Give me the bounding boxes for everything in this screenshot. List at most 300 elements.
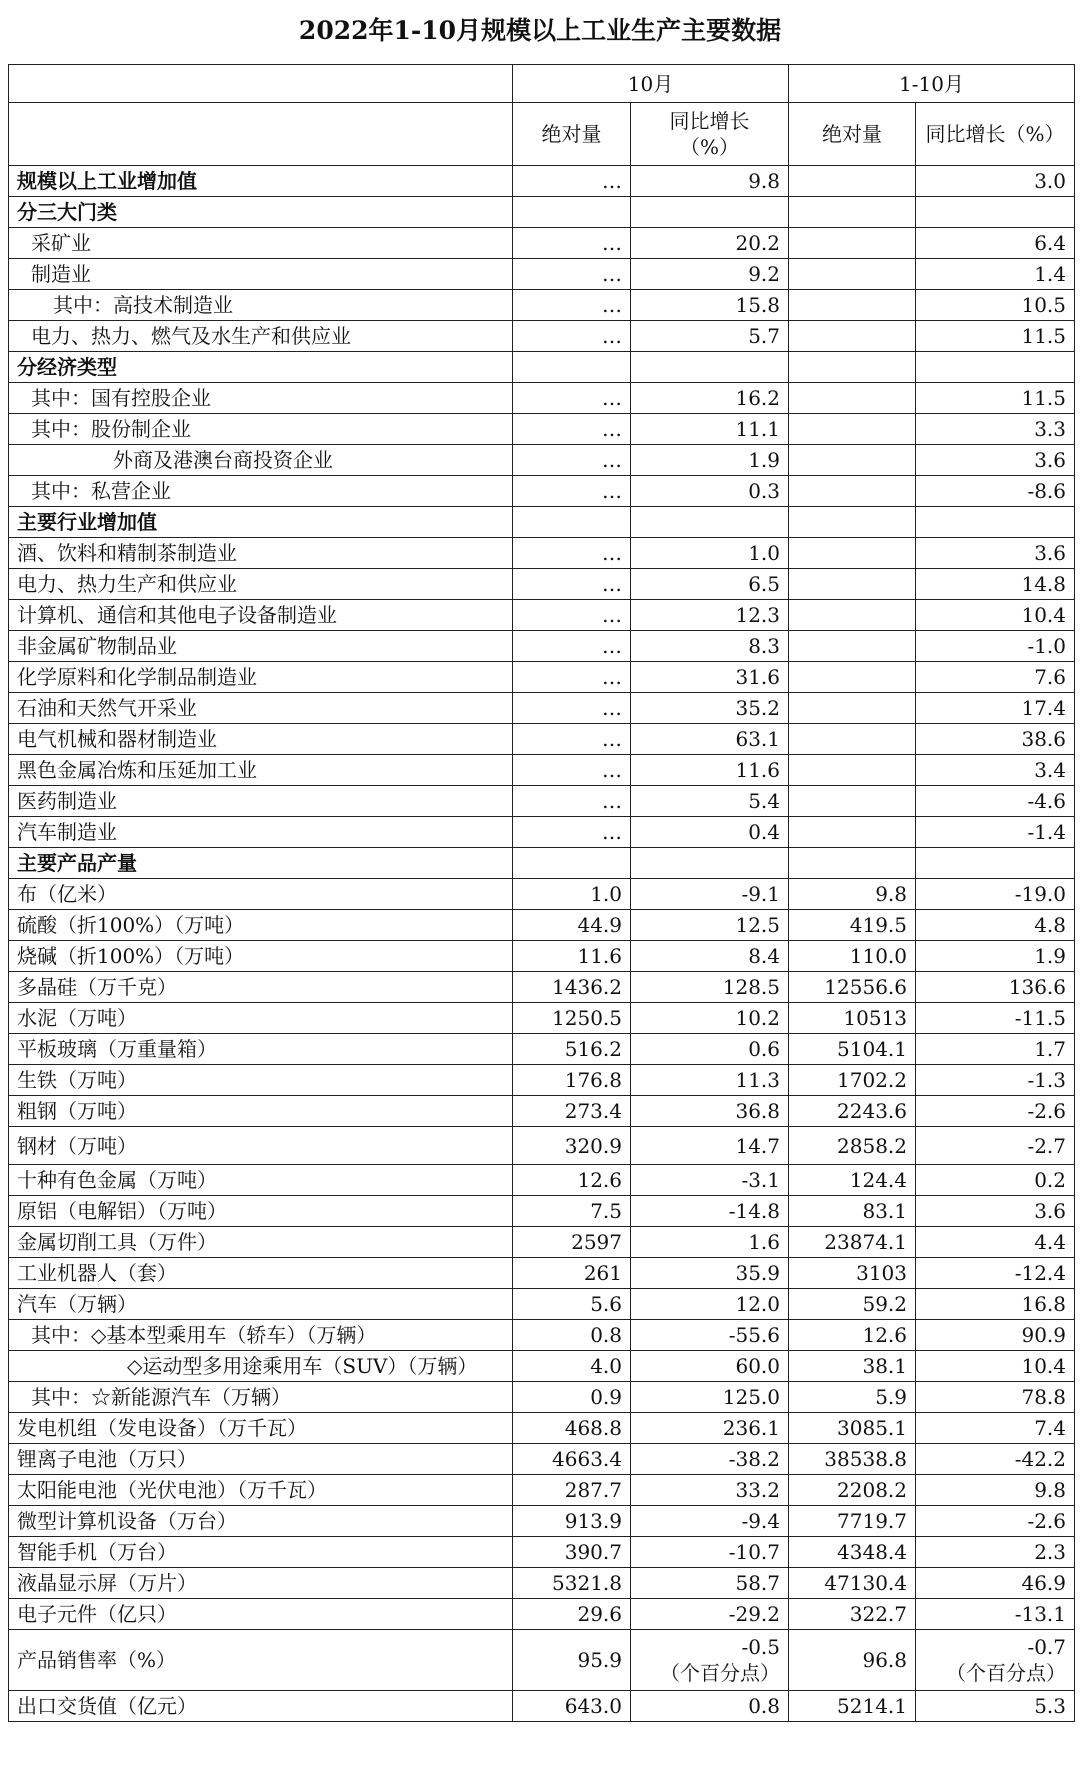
ytd-absolute-cell: 4348.4 — [789, 1537, 916, 1568]
row-label: 其中：国有控股企业 — [9, 383, 513, 414]
table-row — [9, 1258, 1075, 1289]
month-absolute-cell: … — [513, 724, 631, 755]
ytd-absolute-cell — [789, 538, 916, 569]
month-growth-cell: 1.9 — [631, 445, 789, 476]
month-growth-cell — [631, 848, 789, 879]
month-growth-cell: 10.2 — [631, 1003, 789, 1034]
month-growth-cell: 8.3 — [631, 631, 789, 662]
table-row — [9, 1537, 1075, 1568]
ytd-growth-cell — [916, 848, 1075, 879]
ytd-absolute-cell: 322.7 — [789, 1599, 916, 1630]
ytd-absolute-cell: 124.4 — [789, 1165, 916, 1196]
table-row — [9, 166, 1075, 197]
table-row — [9, 631, 1075, 662]
month-growth-cell: 236.1 — [631, 1413, 789, 1444]
month-growth-cell: 6.5 — [631, 569, 789, 600]
month-absolute-cell — [513, 848, 631, 879]
row-label: 粗钢（万吨） — [9, 1096, 513, 1127]
ytd-growth-cell: 1.4 — [916, 259, 1075, 290]
table-row — [9, 1165, 1075, 1196]
table-row — [9, 290, 1075, 321]
table-row — [9, 321, 1075, 352]
month-growth-cell: 0.4 — [631, 817, 789, 848]
row-label: 外商及港澳台商投资企业 — [9, 445, 513, 476]
ytd-growth-cell: 4.8 — [916, 910, 1075, 941]
table-row — [9, 693, 1075, 724]
header-growth-month — [631, 103, 789, 166]
month-absolute-cell: … — [513, 383, 631, 414]
month-growth-cell: -10.7 — [631, 1537, 789, 1568]
month-growth-cell: -9.1 — [631, 879, 789, 910]
ytd-absolute-cell — [789, 724, 916, 755]
header-growth-month-line1: 同比增长 — [669, 109, 750, 133]
row-label: 生铁（万吨） — [9, 1065, 513, 1096]
month-absolute-cell: … — [513, 569, 631, 600]
table-row — [9, 972, 1075, 1003]
row-label: 其中：高技术制造业 — [9, 290, 513, 321]
table-row — [9, 724, 1075, 755]
ytd-growth-cell: 1.9 — [916, 941, 1075, 972]
ytd-absolute-cell — [789, 569, 916, 600]
month-growth-cell: 14.7 — [631, 1127, 789, 1165]
ytd-growth-cell: -2.6 — [916, 1506, 1075, 1537]
month-growth-cell: 35.2 — [631, 693, 789, 724]
row-label: 电气机械和器材制造业 — [9, 724, 513, 755]
row-label: 其中：☆新能源汽车（万辆） — [9, 1382, 513, 1413]
month-absolute-cell: 273.4 — [513, 1096, 631, 1127]
table-body — [9, 166, 1075, 1722]
header-abs-ytd: 绝对量 — [789, 103, 916, 166]
ytd-absolute-cell — [789, 197, 916, 228]
month-absolute-cell: … — [513, 476, 631, 507]
row-label: 其中：私营企业 — [9, 476, 513, 507]
ytd-absolute-cell — [789, 786, 916, 817]
month-growth-cell: 11.1 — [631, 414, 789, 445]
table-row — [9, 817, 1075, 848]
ytd-absolute-cell — [789, 662, 916, 693]
table-row — [9, 259, 1075, 290]
ytd-growth-cell: 9.8 — [916, 1475, 1075, 1506]
month-absolute-cell: 4663.4 — [513, 1444, 631, 1475]
ytd-growth-cell: 6.4 — [916, 228, 1075, 259]
table-row — [9, 1289, 1075, 1320]
row-label: 主要产品产量 — [9, 848, 513, 879]
ytd-growth-cell — [916, 1630, 1075, 1691]
month-growth-cell: 33.2 — [631, 1475, 789, 1506]
header-group-month: 10月 — [513, 65, 789, 103]
month-absolute-cell: 44.9 — [513, 910, 631, 941]
table-row — [9, 507, 1075, 538]
ytd-growth-cell-note: （个百分点） — [946, 1661, 1067, 1685]
header-blank — [9, 103, 513, 166]
ytd-absolute-cell: 96.8 — [789, 1630, 916, 1691]
table-row — [9, 383, 1075, 414]
month-absolute-cell: … — [513, 538, 631, 569]
header-row-columns — [9, 103, 1075, 166]
ytd-growth-cell: -2.6 — [916, 1096, 1075, 1127]
ytd-absolute-cell — [789, 228, 916, 259]
ytd-growth-cell: 7.4 — [916, 1413, 1075, 1444]
ytd-growth-cell: 78.8 — [916, 1382, 1075, 1413]
month-growth-cell: -29.2 — [631, 1599, 789, 1630]
ytd-absolute-cell — [789, 259, 916, 290]
header-row-groups — [9, 65, 1075, 103]
ytd-absolute-cell — [789, 631, 916, 662]
row-label: 计算机、通信和其他电子设备制造业 — [9, 600, 513, 631]
row-label: 电子元件（亿只） — [9, 1599, 513, 1630]
ytd-growth-cell: -1.4 — [916, 817, 1075, 848]
month-growth-cell: 8.4 — [631, 941, 789, 972]
month-absolute-cell: 5.6 — [513, 1289, 631, 1320]
ytd-absolute-cell: 59.2 — [789, 1289, 916, 1320]
table-row — [9, 1351, 1075, 1382]
month-absolute-cell: … — [513, 445, 631, 476]
month-absolute-cell: … — [513, 693, 631, 724]
ytd-growth-cell: 14.8 — [916, 569, 1075, 600]
month-growth-cell: -14.8 — [631, 1196, 789, 1227]
row-label: 布（亿米） — [9, 879, 513, 910]
ytd-growth-cell — [916, 352, 1075, 383]
ytd-absolute-cell: 3085.1 — [789, 1413, 916, 1444]
ytd-growth-cell: 10.4 — [916, 600, 1075, 631]
month-absolute-cell: 12.6 — [513, 1165, 631, 1196]
ytd-absolute-cell: 5.9 — [789, 1382, 916, 1413]
month-absolute-cell — [513, 507, 631, 538]
row-label: 黑色金属冶炼和压延加工业 — [9, 755, 513, 786]
table-row — [9, 445, 1075, 476]
ytd-absolute-cell — [789, 166, 916, 197]
ytd-absolute-cell: 2243.6 — [789, 1096, 916, 1127]
row-label: 太阳能电池（光伏电池）（万千瓦） — [9, 1475, 513, 1506]
month-absolute-cell: … — [513, 166, 631, 197]
ytd-growth-cell: 3.6 — [916, 1196, 1075, 1227]
table-row — [9, 848, 1075, 879]
month-growth-cell: 35.9 — [631, 1258, 789, 1289]
ytd-growth-cell: 90.9 — [916, 1320, 1075, 1351]
table-row — [9, 1003, 1075, 1034]
row-label: 锂离子电池（万只） — [9, 1444, 513, 1475]
ytd-growth-cell: 3.6 — [916, 445, 1075, 476]
ytd-growth-cell: 1.7 — [916, 1034, 1075, 1065]
month-absolute-cell: 0.9 — [513, 1382, 631, 1413]
ytd-absolute-cell — [789, 445, 916, 476]
row-label: 制造业 — [9, 259, 513, 290]
header-abs-month: 绝对量 — [513, 103, 631, 166]
month-absolute-cell: 5321.8 — [513, 1568, 631, 1599]
row-label: 酒、饮料和精制茶制造业 — [9, 538, 513, 569]
month-absolute-cell: … — [513, 600, 631, 631]
month-absolute-cell: 261 — [513, 1258, 631, 1289]
month-growth-cell: 60.0 — [631, 1351, 789, 1382]
row-label: 分三大门类 — [9, 197, 513, 228]
row-label: 其中：◇基本型乘用车（轿车）（万辆） — [9, 1320, 513, 1351]
month-growth-cell: 63.1 — [631, 724, 789, 755]
table-row — [9, 1599, 1075, 1630]
ytd-growth-cell: 11.5 — [916, 321, 1075, 352]
month-growth-cell: 12.3 — [631, 600, 789, 631]
month-absolute-cell: … — [513, 631, 631, 662]
table-row — [9, 1382, 1075, 1413]
ytd-absolute-cell: 3103 — [789, 1258, 916, 1289]
ytd-growth-cell: -19.0 — [916, 879, 1075, 910]
row-label: 非金属矿物制品业 — [9, 631, 513, 662]
row-label: 分经济类型 — [9, 352, 513, 383]
month-absolute-cell: 468.8 — [513, 1413, 631, 1444]
table-row — [9, 1196, 1075, 1227]
ytd-growth-cell: 0.2 — [916, 1165, 1075, 1196]
table-row — [9, 910, 1075, 941]
ytd-absolute-cell — [789, 290, 916, 321]
table-row — [9, 662, 1075, 693]
row-label: 智能手机（万台） — [9, 1537, 513, 1568]
row-label: 规模以上工业增加值 — [9, 166, 513, 197]
month-growth-cell-value: -0.5 — [741, 1635, 781, 1659]
month-growth-cell: 15.8 — [631, 290, 789, 321]
header-growth-month-line2: （%） — [680, 135, 740, 159]
header-group-ytd: 1-10月 — [789, 65, 1075, 103]
ytd-absolute-cell — [789, 414, 916, 445]
month-absolute-cell: 1250.5 — [513, 1003, 631, 1034]
table-row — [9, 1630, 1075, 1691]
month-growth-cell: 0.8 — [631, 1691, 789, 1722]
month-growth-cell — [631, 352, 789, 383]
table-row — [9, 352, 1075, 383]
ytd-growth-cell: 11.5 — [916, 383, 1075, 414]
table-row — [9, 538, 1075, 569]
ytd-absolute-cell — [789, 600, 916, 631]
month-absolute-cell: 0.8 — [513, 1320, 631, 1351]
table-row — [9, 786, 1075, 817]
month-absolute-cell: … — [513, 817, 631, 848]
ytd-growth-cell-value: -0.7 — [1027, 1635, 1067, 1659]
ytd-absolute-cell: 2208.2 — [789, 1475, 916, 1506]
month-growth-cell — [631, 507, 789, 538]
ytd-absolute-cell: 5104.1 — [789, 1034, 916, 1065]
row-label: 硫酸（折100%）（万吨） — [9, 910, 513, 941]
data-table — [8, 64, 1075, 1722]
ytd-growth-cell — [916, 197, 1075, 228]
ytd-absolute-cell: 12.6 — [789, 1320, 916, 1351]
ytd-absolute-cell — [789, 321, 916, 352]
month-absolute-cell — [513, 197, 631, 228]
row-label: 原铝（电解铝）（万吨） — [9, 1196, 513, 1227]
row-label: 平板玻璃（万重量箱） — [9, 1034, 513, 1065]
ytd-growth-cell: -11.5 — [916, 1003, 1075, 1034]
ytd-growth-cell: -4.6 — [916, 786, 1075, 817]
table-row — [9, 1096, 1075, 1127]
row-label: 化学原料和化学制品制造业 — [9, 662, 513, 693]
month-absolute-cell: … — [513, 259, 631, 290]
month-absolute-cell: 4.0 — [513, 1351, 631, 1382]
ytd-growth-cell: 3.4 — [916, 755, 1075, 786]
table-row — [9, 1691, 1075, 1722]
row-label: ◇运动型多用途乘用车（SUV）（万辆） — [9, 1351, 513, 1382]
ytd-growth-cell: -2.7 — [916, 1127, 1075, 1165]
ytd-growth-cell: 17.4 — [916, 693, 1075, 724]
ytd-growth-cell: 2.3 — [916, 1537, 1075, 1568]
header-growth-ytd: 同比增长（%） — [916, 103, 1075, 166]
ytd-growth-cell: 46.9 — [916, 1568, 1075, 1599]
row-label: 微型计算机设备（万台） — [9, 1506, 513, 1537]
ytd-absolute-cell: 5214.1 — [789, 1691, 916, 1722]
ytd-absolute-cell: 7719.7 — [789, 1506, 916, 1537]
row-label: 多晶硅（万千克） — [9, 972, 513, 1003]
ytd-growth-cell: -8.6 — [916, 476, 1075, 507]
ytd-absolute-cell: 9.8 — [789, 879, 916, 910]
table-row — [9, 1065, 1075, 1096]
row-label: 石油和天然气开采业 — [9, 693, 513, 724]
ytd-absolute-cell: 110.0 — [789, 941, 916, 972]
ytd-growth-cell: -13.1 — [916, 1599, 1075, 1630]
month-growth-cell — [631, 197, 789, 228]
table-row — [9, 1475, 1075, 1506]
month-absolute-cell: … — [513, 662, 631, 693]
table-row — [9, 1413, 1075, 1444]
ytd-absolute-cell: 2858.2 — [789, 1127, 916, 1165]
row-label: 汽车制造业 — [9, 817, 513, 848]
ytd-absolute-cell — [789, 507, 916, 538]
ytd-absolute-cell — [789, 476, 916, 507]
ytd-absolute-cell: 12556.6 — [789, 972, 916, 1003]
month-growth-cell: -55.6 — [631, 1320, 789, 1351]
table-row — [9, 600, 1075, 631]
page-title: 2022年1-10月规模以上工业生产主要数据 — [298, 16, 782, 45]
table-row — [9, 414, 1075, 445]
month-growth-cell: 16.2 — [631, 383, 789, 414]
month-growth-cell: 58.7 — [631, 1568, 789, 1599]
table-row — [9, 197, 1075, 228]
table-row — [9, 941, 1075, 972]
month-growth-cell: 11.6 — [631, 755, 789, 786]
month-growth-cell: 31.6 — [631, 662, 789, 693]
month-growth-cell: 9.8 — [631, 166, 789, 197]
month-absolute-cell: … — [513, 786, 631, 817]
month-growth-cell: 128.5 — [631, 972, 789, 1003]
month-growth-cell: 11.3 — [631, 1065, 789, 1096]
row-label: 电力、热力、燃气及水生产和供应业 — [9, 321, 513, 352]
row-label: 工业机器人（套） — [9, 1258, 513, 1289]
row-label: 其中：股份制企业 — [9, 414, 513, 445]
month-absolute-cell: 643.0 — [513, 1691, 631, 1722]
ytd-absolute-cell: 47130.4 — [789, 1568, 916, 1599]
row-label: 钢材（万吨） — [9, 1127, 513, 1165]
month-absolute-cell — [513, 352, 631, 383]
month-absolute-cell: 11.6 — [513, 941, 631, 972]
row-label: 产品销售率（%） — [9, 1630, 513, 1691]
month-absolute-cell: … — [513, 228, 631, 259]
row-label: 电力、热力生产和供应业 — [9, 569, 513, 600]
ytd-growth-cell: 10.5 — [916, 290, 1075, 321]
header-blank — [9, 65, 513, 103]
table-row — [9, 1320, 1075, 1351]
row-label: 医药制造业 — [9, 786, 513, 817]
ytd-growth-cell: 10.4 — [916, 1351, 1075, 1382]
month-absolute-cell: 2597 — [513, 1227, 631, 1258]
row-label: 采矿业 — [9, 228, 513, 259]
table-row — [9, 1444, 1075, 1475]
month-growth-cell: -3.1 — [631, 1165, 789, 1196]
month-absolute-cell: 95.9 — [513, 1630, 631, 1691]
ytd-growth-cell: 136.6 — [916, 972, 1075, 1003]
month-absolute-cell: 320.9 — [513, 1127, 631, 1165]
month-growth-cell: 12.0 — [631, 1289, 789, 1320]
month-growth-cell: -38.2 — [631, 1444, 789, 1475]
ytd-absolute-cell: 38538.8 — [789, 1444, 916, 1475]
ytd-absolute-cell: 10513 — [789, 1003, 916, 1034]
table-row — [9, 1127, 1075, 1165]
ytd-absolute-cell: 38.1 — [789, 1351, 916, 1382]
table-row — [9, 569, 1075, 600]
month-growth-cell — [631, 1630, 789, 1691]
ytd-growth-cell: 3.0 — [916, 166, 1075, 197]
month-growth-cell-note: （个百分点） — [660, 1661, 781, 1685]
ytd-absolute-cell: 23874.1 — [789, 1227, 916, 1258]
month-growth-cell: 20.2 — [631, 228, 789, 259]
month-absolute-cell: … — [513, 290, 631, 321]
ytd-growth-cell: 5.3 — [916, 1691, 1075, 1722]
month-absolute-cell: 516.2 — [513, 1034, 631, 1065]
month-absolute-cell: … — [513, 755, 631, 786]
ytd-growth-cell: 7.6 — [916, 662, 1075, 693]
month-growth-cell: 5.7 — [631, 321, 789, 352]
ytd-growth-cell: -1.0 — [916, 631, 1075, 662]
row-label: 金属切削工具（万件） — [9, 1227, 513, 1258]
row-label: 汽车（万辆） — [9, 1289, 513, 1320]
month-growth-cell: 9.2 — [631, 259, 789, 290]
month-absolute-cell: 29.6 — [513, 1599, 631, 1630]
ytd-absolute-cell: 419.5 — [789, 910, 916, 941]
ytd-absolute-cell: 83.1 — [789, 1196, 916, 1227]
ytd-absolute-cell — [789, 848, 916, 879]
table-row — [9, 476, 1075, 507]
ytd-growth-cell: 16.8 — [916, 1289, 1075, 1320]
ytd-absolute-cell: 1702.2 — [789, 1065, 916, 1096]
month-absolute-cell: 7.5 — [513, 1196, 631, 1227]
ytd-absolute-cell — [789, 383, 916, 414]
table-row — [9, 228, 1075, 259]
month-growth-cell: 1.6 — [631, 1227, 789, 1258]
month-growth-cell: 0.3 — [631, 476, 789, 507]
month-growth-cell: -9.4 — [631, 1506, 789, 1537]
month-absolute-cell: … — [513, 414, 631, 445]
ytd-growth-cell — [916, 507, 1075, 538]
month-absolute-cell: 1436.2 — [513, 972, 631, 1003]
ytd-absolute-cell — [789, 817, 916, 848]
ytd-growth-cell: -42.2 — [916, 1444, 1075, 1475]
month-growth-cell: 36.8 — [631, 1096, 789, 1127]
month-absolute-cell: 287.7 — [513, 1475, 631, 1506]
row-label: 发电机组（发电设备）（万千瓦） — [9, 1413, 513, 1444]
row-label: 出口交货值（亿元） — [9, 1691, 513, 1722]
month-absolute-cell: 176.8 — [513, 1065, 631, 1096]
ytd-growth-cell: -1.3 — [916, 1065, 1075, 1096]
ytd-growth-cell: 3.6 — [916, 538, 1075, 569]
month-absolute-cell: 390.7 — [513, 1537, 631, 1568]
ytd-absolute-cell — [789, 352, 916, 383]
table-row — [9, 1227, 1075, 1258]
month-growth-cell: 5.4 — [631, 786, 789, 817]
month-growth-cell: 125.0 — [631, 1382, 789, 1413]
ytd-absolute-cell — [789, 755, 916, 786]
ytd-growth-cell: 4.4 — [916, 1227, 1075, 1258]
ytd-growth-cell: 38.6 — [916, 724, 1075, 755]
table-row — [9, 755, 1075, 786]
row-label: 液晶显示屏（万片） — [9, 1568, 513, 1599]
month-absolute-cell: 913.9 — [513, 1506, 631, 1537]
month-absolute-cell: 1.0 — [513, 879, 631, 910]
ytd-growth-cell: -12.4 — [916, 1258, 1075, 1289]
month-growth-cell: 0.6 — [631, 1034, 789, 1065]
